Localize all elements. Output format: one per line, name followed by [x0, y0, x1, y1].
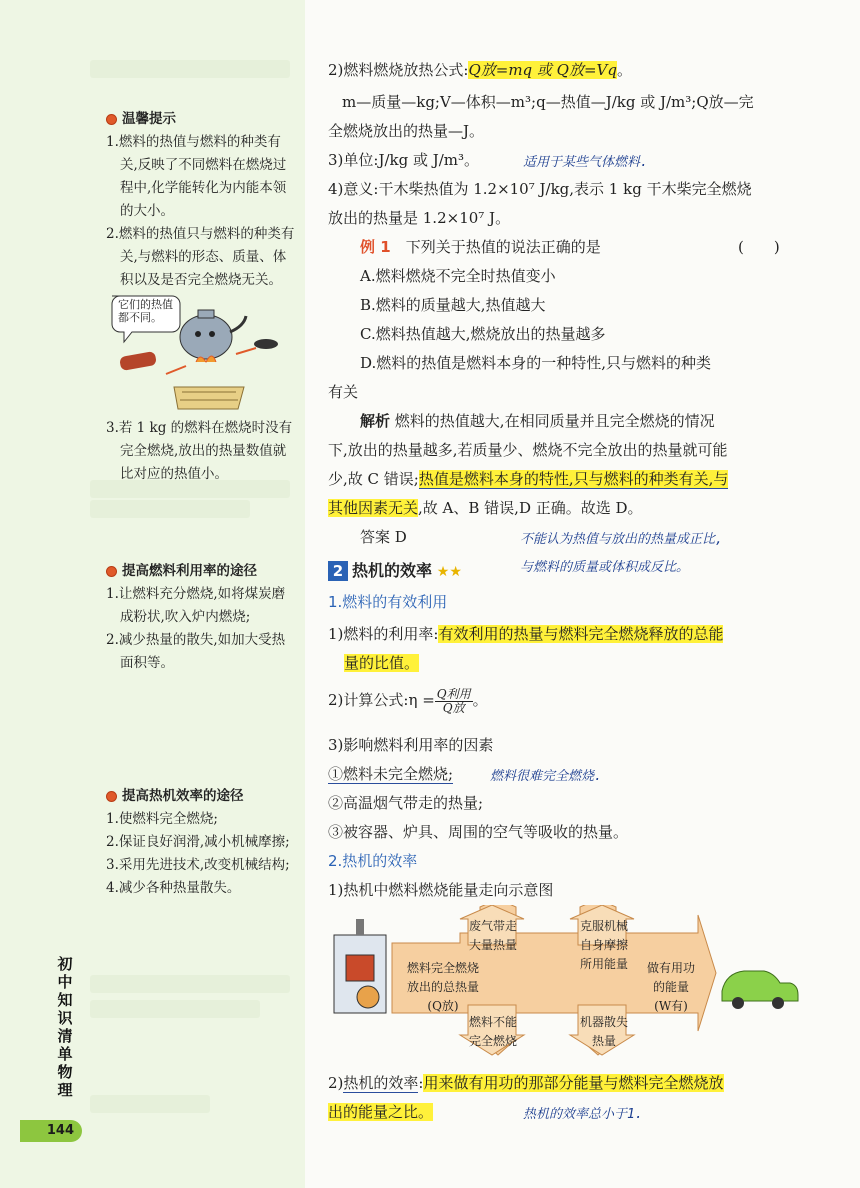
subsection-2: 2.热机的效率	[328, 852, 418, 870]
option-d-cont: 有关	[328, 383, 359, 401]
box-machine-loss: 机器散失 热量	[579, 1015, 628, 1048]
box-incomplete: 燃料不能 完全燃烧	[468, 1015, 517, 1048]
eff-line-2: 出的能量之比。	[328, 1103, 434, 1121]
teapot-illustration	[106, 292, 298, 417]
unit-line: 3)单位:J/kg 或 J/m³。	[328, 151, 480, 169]
meaning-line-2: 放出的热量是 1.2×10⁷ J。	[328, 209, 511, 227]
engine-eff-section	[106, 785, 298, 900]
engine-eff-item-1: 1.使燃料完全燃烧;	[106, 811, 218, 827]
factor-3: ③被容器、炉具、周围的空气等吸收的热量。	[328, 823, 629, 841]
tip-item-1: 1.燃料的热值与燃料的种类有关,反映了不同燃料在燃烧过程中,化学能转化为内能本领的大小。	[106, 134, 287, 219]
option-a: A.燃料燃烧不完全时热值变小	[360, 267, 556, 285]
handwritten-note-2: 与燃料的质量或体积成反比。	[520, 560, 690, 575]
handwritten-note-1: 不能认为热值与放出的热量成正比,	[520, 532, 723, 547]
example-question: 例 1 下列关于热值的说法正确的是	[360, 238, 601, 256]
bullet-dot-icon	[106, 791, 117, 802]
engine-eff-item-4: 4.减少各种热量散失。	[106, 880, 241, 896]
box-total-energy: 燃料完全燃烧 放出的总热量 (Q放)	[406, 961, 479, 1013]
bullet-dot-icon	[106, 566, 117, 577]
energy-flow-diagram	[330, 905, 820, 1065]
diagram-title: 1)热机中燃料燃烧能量走向示意图	[328, 881, 554, 899]
box-useful-work: 做有用功 的能量 (W有)	[646, 961, 695, 1013]
subsection-1: 1.燃料的有效利用	[328, 593, 448, 611]
meaning-line-1: 4)意义:干木柴热值为 1.2×10⁷ J/kg,表示 1 kg 干木柴完全燃烧	[328, 180, 752, 198]
factor-1: ①燃料未完全燃烧;	[328, 765, 454, 783]
tip-item-3: 3.若 1 kg 的燃料在燃烧时没有完全燃烧,放出的热量数值就比对应的热值小。	[106, 420, 293, 482]
page-number: 144	[20, 1120, 82, 1142]
tip-section	[106, 108, 298, 486]
engine-eff-item-2: 2.保证良好润滑,减小机械摩擦;	[106, 834, 290, 850]
box-friction: 克服机械 自身摩擦 所用能量	[579, 919, 628, 971]
option-b: B.燃料的质量越大,热值越大	[360, 296, 546, 314]
speech-bubble: 它们的热值都不同。	[118, 298, 173, 324]
engine-eff-heading: 提高热机效率的途径	[106, 785, 298, 808]
factor-2: ②高温烟气带走的热量;	[328, 794, 484, 812]
fuel-rate-section	[106, 560, 298, 675]
handwritten-note-factor: 燃料很难完全燃烧.	[490, 769, 602, 784]
sidebar	[0, 0, 305, 1188]
spine-title: 初中知识清单 物理	[57, 955, 73, 1099]
formula-line: 2)燃料燃烧放热公式:Q放=mq 或 Q放=Vq。	[328, 61, 632, 79]
bullet-dot-icon	[106, 114, 117, 125]
answer-paren: ( )	[738, 238, 780, 256]
fraction: $\frac{\text{Q利用}}{\text{Q放}}$	[436, 686, 471, 715]
tip-heading: 温馨提示	[106, 108, 298, 131]
analysis-line-4: 其他因素无关,故 A、B 错误,D 正确。故选 D。	[328, 499, 643, 517]
util-line-1: 1)燃料的利用率:有效利用的热量与燃料完全燃烧释放的总能	[328, 625, 724, 643]
option-c: C.燃料热值越大,燃烧放出的热量越多	[360, 325, 606, 343]
option-d: D.燃料的热值是燃料本身的一种特性,只与燃料的种类	[360, 354, 712, 372]
box-exhaust: 废气带走 大量热量	[468, 919, 517, 952]
handwritten-note-unit: 适用于某些气体燃料.	[523, 155, 648, 170]
engine-eff-item-3: 3.采用先进技术,改变机械结构;	[106, 857, 290, 873]
util-line-2: 量的比值。	[344, 654, 420, 672]
star-icon: ★★	[436, 564, 462, 580]
tip-item-2: 2.燃料的热值只与燃料的种类有关,与燃料的形态、质量、体积以及是否完全燃烧无关。	[106, 226, 295, 288]
vars-line-1: m—质量—kg;V—体积—m³;q—热值—J/kg 或 J/m³;Q放—完	[342, 93, 754, 111]
analysis-line-1: 解析 燃料的热值越大,在相同质量并且完全燃烧的情况	[360, 412, 715, 430]
fuel-rate-item-1: 1.让燃料充分燃烧,如将煤炭磨成粉状,吹入炉内燃烧;	[106, 586, 286, 625]
handwritten-note-eff: 热机的效率总小于1.	[523, 1107, 643, 1122]
section-2-heading: 2 热机的效率 ★★	[328, 556, 462, 587]
eff-line-1: 2)热机的效率:用来做有用功的那部分能量与燃料完全燃烧放	[328, 1074, 724, 1092]
fuel-rate-heading: 提高燃料利用率的途径	[106, 560, 298, 583]
answer-line: 答案 D	[360, 528, 407, 546]
fuel-rate-item-2: 2.减少热量的散失,如加大受热面积等。	[106, 632, 286, 671]
analysis-line-2: 下,放出的热量越多,若质量少、燃烧不完全放出的热量就可能	[328, 441, 728, 459]
calc-line: 2)计算公式:η = $\frac{\text{Q利用}}{\text{Q放}}$。	[328, 686, 488, 715]
analysis-line-3: 少,故 C 错误;热值是燃料本身的特性,只与燃料的种类有关,与	[328, 470, 729, 488]
vars-line-2: 全燃烧放出的热量—J。	[328, 122, 485, 140]
formula-eq: Q放=mq 或 Q放=Vq	[468, 61, 617, 79]
factors-heading: 3)影响燃料利用率的因素	[328, 736, 494, 754]
